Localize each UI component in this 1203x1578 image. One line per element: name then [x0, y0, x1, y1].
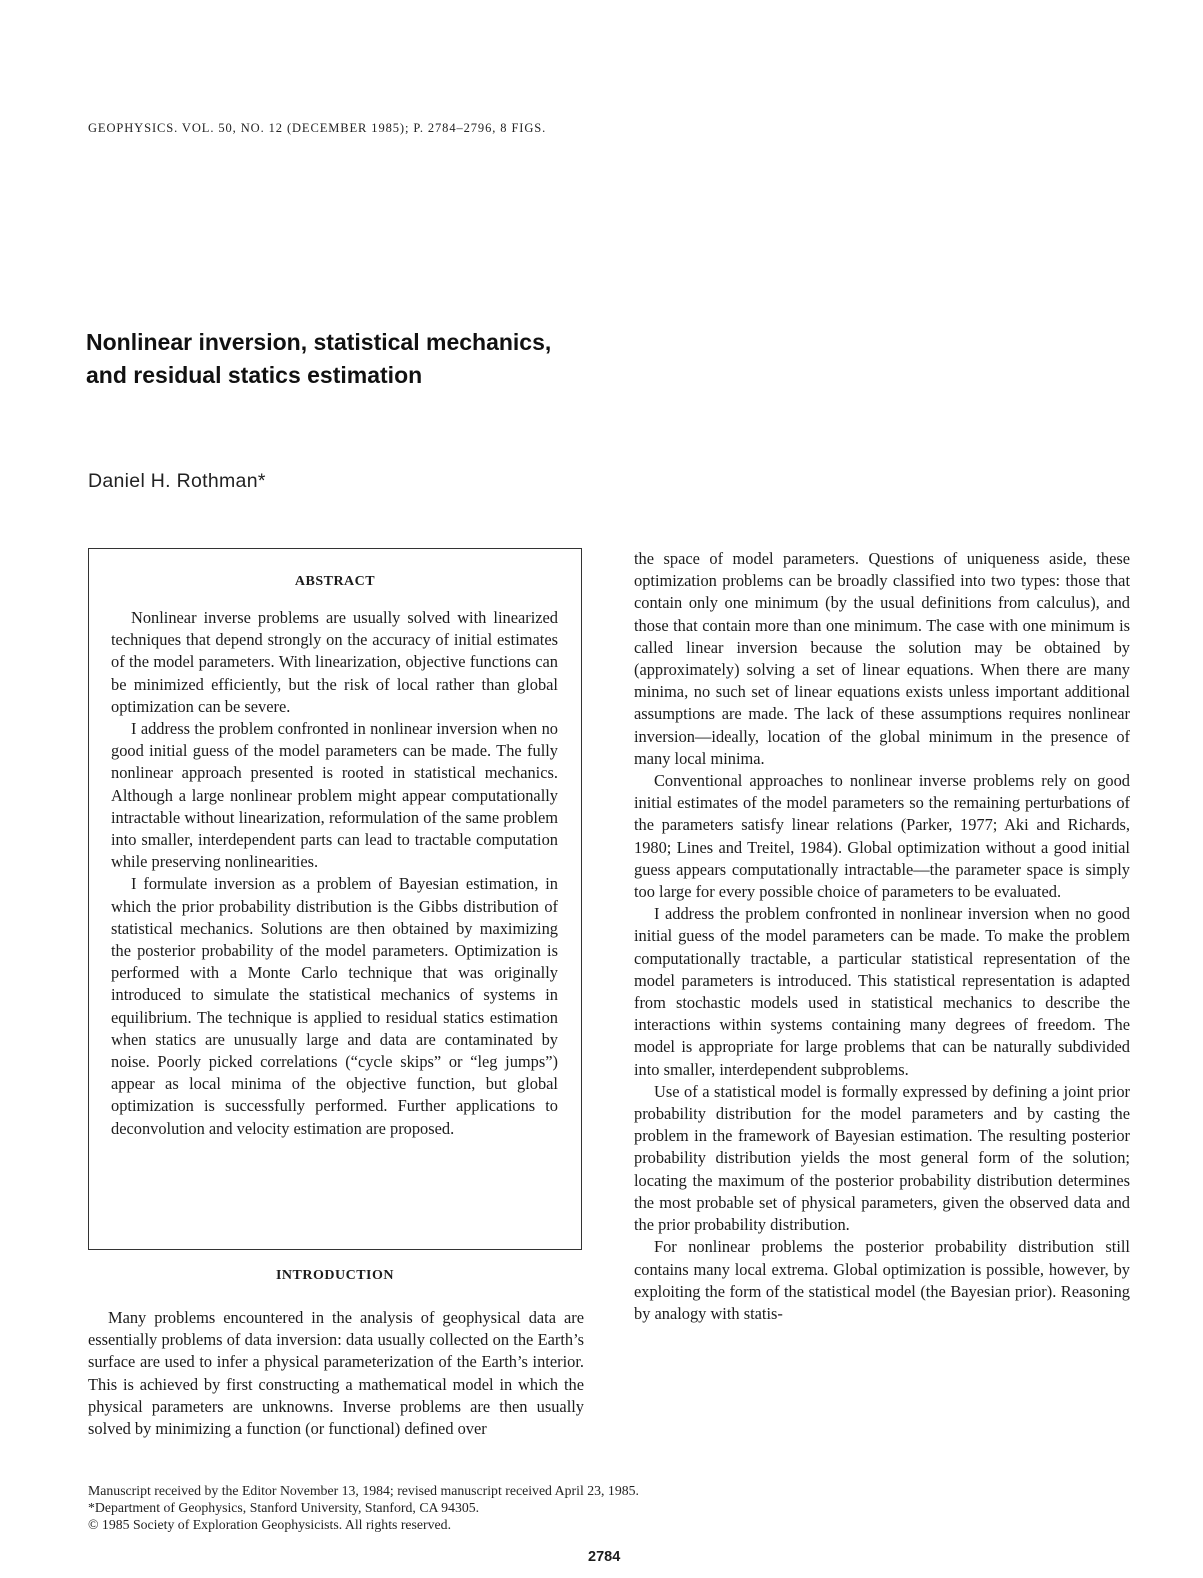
footnote-copyright: © 1985 Society of Exploration Geophysicists. All rights reserved.	[88, 1517, 452, 1532]
footnote-affiliation: *Department of Geophysics, Stanford University, Stanford, CA 94305.	[88, 1500, 480, 1515]
title-line: and residual statics estimation	[86, 362, 423, 388]
footnotes	[88, 1482, 988, 1533]
title-line: Nonlinear inversion, statistical mechanics,	[86, 329, 552, 355]
body-paragraph: Conventional approaches to nonlinear inverse problems rely on good initial estimates of the model parameters so the remaining perturbations of the parameters satisfy linear relations (Parker, 1977; Aki and Richards, 1980; Lines and Treitel, 1984). Global optimization without a good initial guess appears computationally intractable—the parameter space is simply too large for every possible choice of parameters to be evaluated.	[634, 771, 1130, 902]
abstract-paragraph: Nonlinear inverse problems are usually solved with linearized techniques that depend strongly on the accuracy of initial estimates of the model parameters. With linearization, objective functions can be minimized efficiently, but the risk of local rather than global optimization can be severe.	[111, 608, 558, 716]
right-column	[634, 548, 1130, 1325]
journal-citation: GEOPHYSICS. VOL. 50, NO. 12 (DECEMBER 1985); P. 2784–2796, 8 FIGS.	[88, 121, 547, 135]
abstract-box	[88, 548, 582, 1250]
author-name: Daniel H. Rothman*	[88, 470, 266, 492]
abstract-paragraph: I formulate inversion as a problem of Bayesian estimation, in which the prior probability distribution is the Gibbs distribution of statistical mechanics. Solutions are then obtained by maximizing the posterior probability of the model parameters. Optimization is performed with a Monte Carlo technique that was originally introduced to simulate the statistical mechanics of systems in equilibrium. The technique is applied to residual statics estimation when statics are unusually large and data are contaminated by noise. Poorly picked correlations (“cycle skips” or “leg jumps”) appear as local minima of the objective function, but global optimization is successfully performed. Further applications to deconvolution and velocity estimation are proposed.	[111, 874, 558, 1138]
abstract-body	[111, 607, 558, 1140]
article-title	[86, 326, 786, 392]
body-paragraph: For nonlinear problems the posterior probability distribution still contains many local extrema. Global optimization is possible, however, by exploiting the form of the statistical model (the Bayesian prior). Reasoning by analogy with statis-	[634, 1237, 1130, 1323]
body-paragraph: I address the problem confronted in nonlinear inversion when no good initial guess of the model parameters can be made. To make the problem computationally tractable, a particular statistical representation of the model parameters is introduced. This statistical representation is adapted from stochastic models used in statistical mechanics to describe the interactions within systems containing many degrees of freedom. The model is appropriate for large problems that can be naturally subdivided into smaller, interdependent subproblems.	[634, 904, 1130, 1079]
page-number: 2784	[588, 1549, 621, 1565]
introduction-paragraph: Many problems encountered in the analysis of geophysical data are essentially problems of data inversion: data usually collected on the Earth’s surface are used to infer a physical parameterization of the Earth’s interior. This is achieved by first constructing a mathematical model in which the physical parameters are unknowns. Inverse problems are then usually solved by minimizing a function (or functional) defined over	[88, 1308, 584, 1439]
body-paragraph: Use of a statistical model is formally expressed by defining a joint prior probability distribution for the model parameters and by casting the problem in the framework of Bayesian estimation. The resulting posterior probability distribution yields the most general form of the solution; locating the maximum of the posterior probability distribution determines the most probable set of physical parameters, given the observed data and the prior probability distribution.	[634, 1081, 1130, 1235]
introduction-body	[88, 1307, 584, 1440]
body-paragraph: the space of model parameters. Questions of uniqueness aside, these optimization problems can be broadly classified into two types: those that contain only one minimum (by the usual definitions from calculus), and those that contain more than one minimum. The case with one minimum is called linear inversion because the solution may be obtained by (approximately) solving a set of linear equations. When there are many minima, no such set of linear equations exists unless important additional assumptions are made. The lack of these assumptions requires nonlinear inversion—ideally, location of the global minimum in the presence of many local minima.	[634, 549, 1130, 768]
abstract-paragraph: I address the problem confronted in nonlinear inversion when no good initial guess of the model parameters can be made. The fully nonlinear approach presented is rooted in statistical mechanics. Although a large nonlinear problem might appear computationally intractable without linearization, reformulation of the same problem into smaller, interdependent parts can lead to tractable computation while preserving nonlinearities.	[111, 719, 558, 872]
abstract-heading: ABSTRACT	[294, 574, 376, 589]
footnote-manuscript: Manuscript received by the Editor November 13, 1984; revised manuscript received April 23, 1985.	[88, 1483, 639, 1498]
introduction-heading: INTRODUCTION	[275, 1268, 394, 1283]
